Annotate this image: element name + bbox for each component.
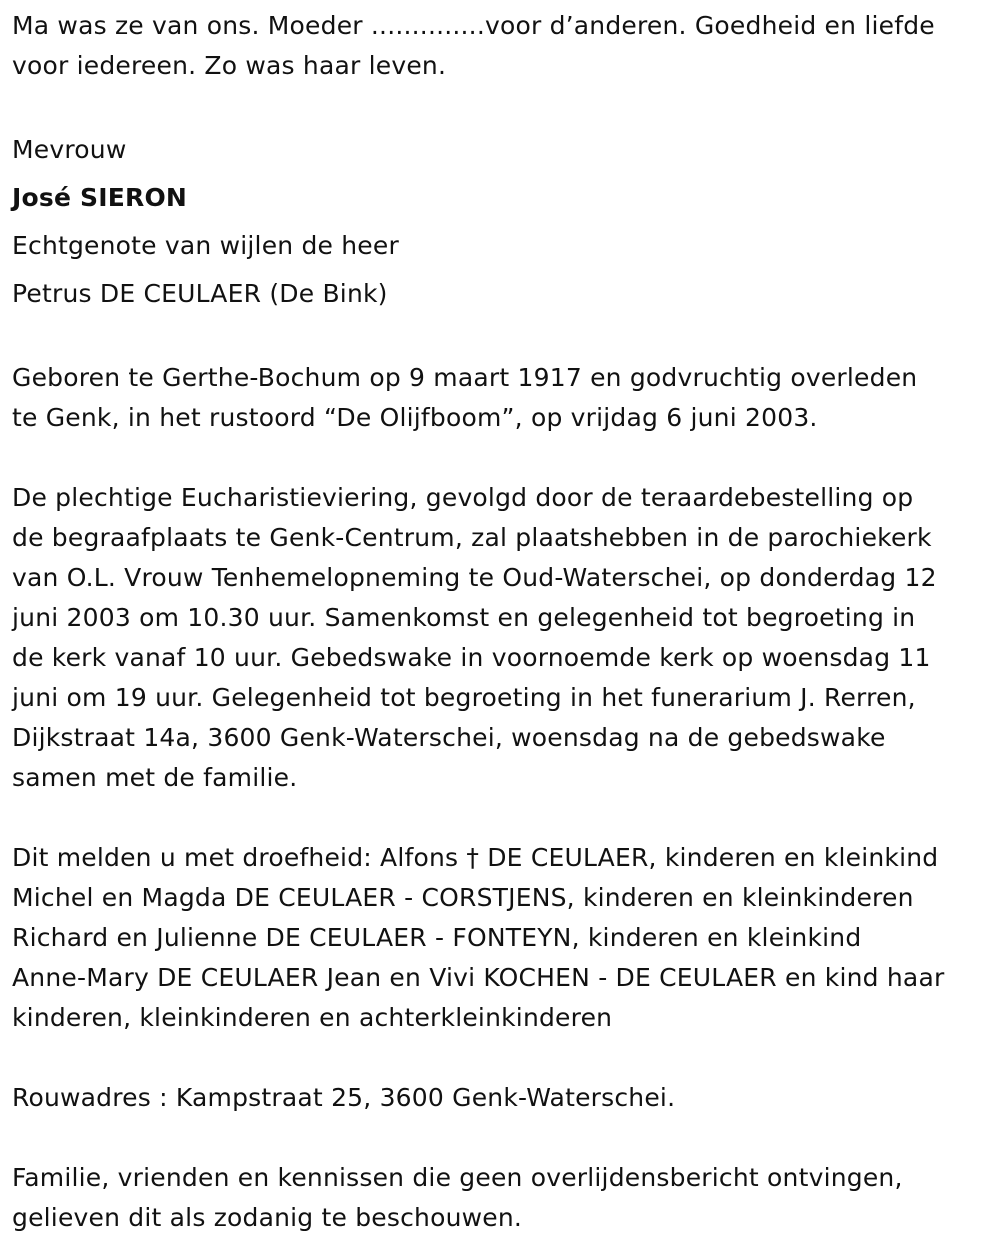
family-line-2: Michel en Magda DE CEULAER - CORSTJENS, kinderen en kleinkinderen bbox=[12, 883, 914, 912]
closing-line-2: gelieven dit als zodanig te beschouwen. bbox=[12, 1203, 523, 1232]
paragraph-spacer bbox=[12, 318, 988, 358]
title-block bbox=[12, 126, 988, 318]
opening-line-1: Ma was ze van ons. Moeder ..............voor d’anderen. Goedheid en liefde bbox=[12, 11, 935, 40]
ceremony-line-7: Dijkstraat 14a, 3600 Genk-Waterschei, woensdag na de gebedswake bbox=[12, 723, 886, 752]
family-paragraph bbox=[12, 838, 988, 1038]
ceremony-line-4: juni 2003 om 10.30 uur. Samenkomst en gelegenheid tot begroeting in bbox=[12, 603, 916, 632]
family-line-4: Anne-Mary DE CEULAER Jean en Vivi KOCHEN - DE CEULAER en kind haar bbox=[12, 963, 945, 992]
ceremony-line-1: De plechtige Eucharistieviering, gevolgd door de teraardebestelling op bbox=[12, 483, 914, 512]
paragraph-spacer bbox=[12, 798, 988, 838]
paragraph-spacer bbox=[12, 438, 988, 478]
mourning-address: Rouwadres : Kampstraat 25, 3600 Genk-Waterschei. bbox=[12, 1083, 676, 1112]
closing-line-1: Familie, vrienden en kennissen die geen overlijdensbericht ontvingen, bbox=[12, 1163, 903, 1192]
relation-line-2: Petrus DE CEULAER (De Bink) bbox=[12, 279, 388, 308]
paragraph-spacer bbox=[12, 1118, 988, 1158]
ceremony-line-5: de kerk vanaf 10 uur. Gebedswake in voornoemde kerk op woensdag 11 bbox=[12, 643, 931, 672]
birth-death-line-2: te Genk, in het rustoord “De Olijfboom”, op vrijdag 6 juni 2003. bbox=[12, 403, 818, 432]
paragraph-spacer bbox=[12, 86, 988, 126]
deceased-name: José SIERON bbox=[12, 183, 188, 212]
family-line-3: Richard en Julienne DE CEULAER - FONTEYN, kinderen en kleinkind bbox=[12, 923, 862, 952]
address-paragraph bbox=[12, 1078, 988, 1118]
paragraph-spacer bbox=[12, 1038, 988, 1078]
birth-death-paragraph bbox=[12, 358, 988, 438]
ceremony-line-2: de begraafplaats te Genk-Centrum, zal plaatshebben in de parochiekerk bbox=[12, 523, 932, 552]
ceremony-line-8: samen met de familie. bbox=[12, 763, 298, 792]
family-line-1: Dit melden u met droefheid: Alfons † DE CEULAER, kinderen en kleinkind bbox=[12, 843, 939, 872]
closing-paragraph bbox=[12, 1158, 988, 1238]
ceremony-paragraph bbox=[12, 478, 988, 798]
opening-paragraph bbox=[12, 6, 988, 86]
ceremony-line-6: juni om 19 uur. Gelegenheid tot begroeting in het funerarium J. Rerren, bbox=[12, 683, 916, 712]
family-line-5: kinderen, kleinkinderen en achterkleinkinderen bbox=[12, 1003, 613, 1032]
opening-line-2: voor iedereen. Zo was haar leven. bbox=[12, 51, 447, 80]
salutation: Mevrouw bbox=[12, 135, 127, 164]
birth-death-line-1: Geboren te Gerthe-Bochum op 9 maart 1917 en godvruchtig overleden bbox=[12, 363, 918, 392]
ceremony-line-3: van O.L. Vrouw Tenhemelopneming te Oud-Waterschei, op donderdag 12 bbox=[12, 563, 937, 592]
relation-line-1: Echtgenote van wijlen de heer bbox=[12, 231, 399, 260]
